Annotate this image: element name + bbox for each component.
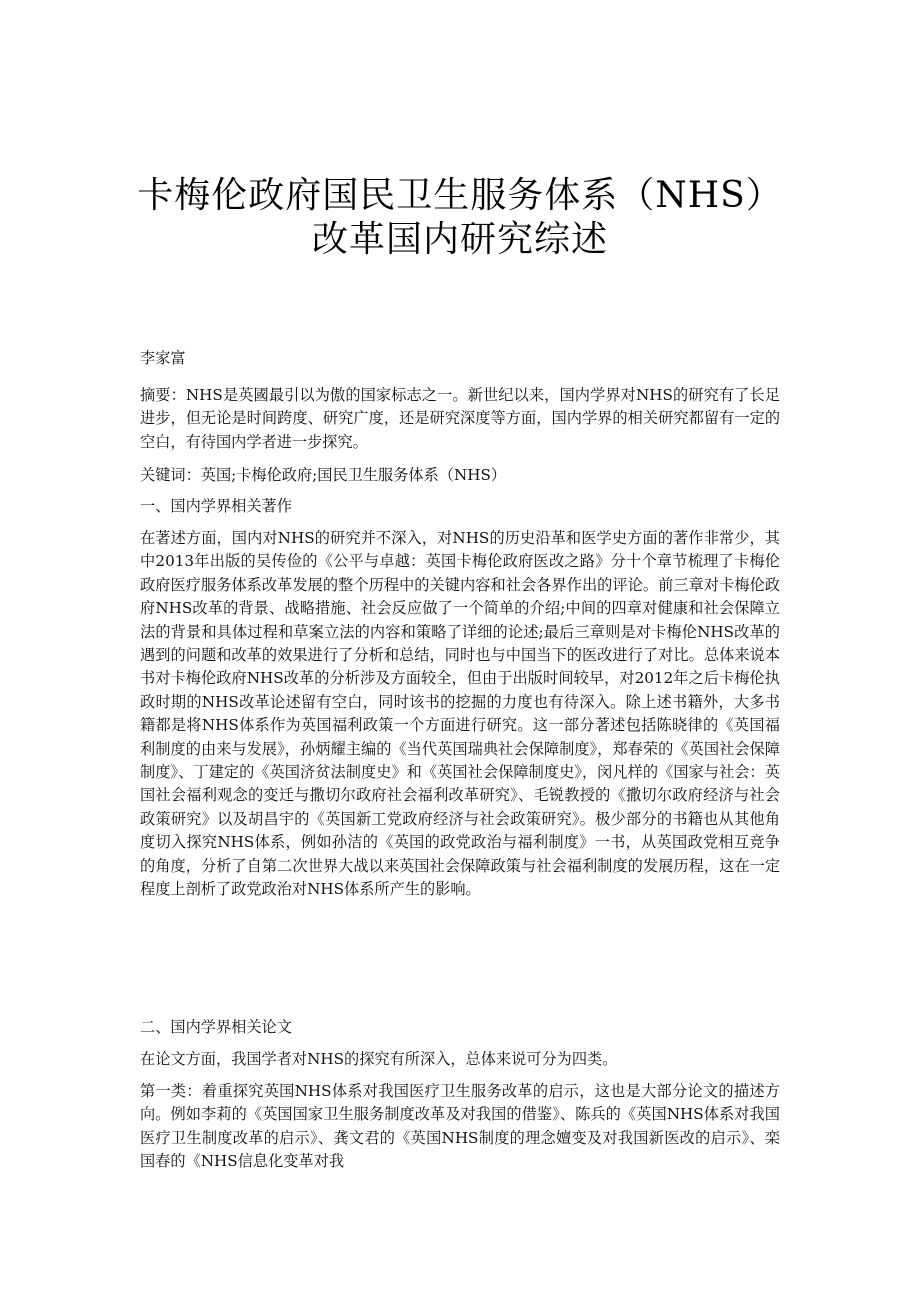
section-2-heading: 二、国内学界相关论文 — [140, 1018, 292, 1036]
author-name: 李家富 — [140, 349, 186, 367]
section-2-paragraph: 第一类：着重探究英国NHS体系对我国医疗卫生服务改革的启示，这也是大部分论文的描述方向。例如李莉的《英国国家卫生服务制度改革及对我国的借鉴》、陈兵的《英国NHS体系对我国医疗卫生制度改革的启示》、龚文君的《英国NHS制度的理念嬗变及对我国新医改的启示》、栾国春的《NHS信息化变革对我 — [140, 1082, 780, 1171]
section-2-intro: 在论文方面，我国学者对NHS的探究有所深入，总体来说可分为四类。 — [140, 1050, 618, 1068]
document-title-line-2: 改革国内研究综述 — [311, 219, 608, 260]
document-title-line-1: 卡梅伦政府国民卫生服务体系（NHS） — [137, 175, 783, 216]
abstract-paragraph: 摘要：NHS是英國最引以为傲的国家标志之一。新世纪以来，国内学界对NHS的研究有了长足进步，但无论是时间跨度、研究广度，还是研究深度等方面，国内学界的相关研究都留有一定的空白，有待国内学者进一步探究。 — [140, 386, 780, 451]
keywords-line: 关键词：英国;卡梅伦政府;国民卫生服务体系（NHS） — [140, 466, 507, 484]
section-1-heading: 一、国内学界相关著作 — [140, 497, 292, 515]
section-1-paragraph: 在著述方面，国内对NHS的研究并不深入，对NHS的历史沿革和医学史方面的著作非常少，其中2013年出版的吴传俭的《公平与卓越：英国卡梅伦政府医改之路》分十个章节梳理了卡梅伦政府医疗服务体系改革发展的整个历程中的关键内容和社会各界作出的评论。前三章对卡梅伦政府NHS改革的背景、战略措施、社会反应做了一个简单的介绍;中间的四章对健康和社会保障立法的背景和具体过程和草案立法的内容和策略了详细的论述;最后三章则是对卡梅伦NHS改革的遇到的问题和改革的效果进行了分析和总结，同时也与中国当下的医改进行了对比。总体来说本书对卡梅伦政府NHS改革的分析涉及方面较全，但由于出版时间较早，对2012年之后卡梅伦执政时期的NHS改革论述留有空白，同时该书的挖掘的力度也有待深入。除上述书籍外，大多书籍都是将NHS体系作为英国福利政策一个方面进行研究。这一部分著述包括陈晓律的《英国福利制度的由来与发展》，孙炳耀主编的《当代英国瑞典社会保障制度》，郑春荣的《英国社会保障制度》、丁建定的《英国济贫法制度史》和《英国社会保障制度史》，闵凡样的《国家与社会：英国社会福利观念的变迁与撒切尔政府社会福利改革研究》、毛锐教授的《撒切尔政府经济与社会政策研究》以及胡昌宇的《英国新工党政府经济与社会政策研究》。极少部分的书籍也从其他角度切入探究NHS体系，例如孙洁的《英国的政党政治与福利制度》一书，从英国政党相互竞争的角度，分析了自第二次世界大战以来英国社会保障政策与社会福利制度的发展历程，这在一定程度上剖析了政党政治对NHS体系所产生的影响。 — [140, 529, 780, 899]
